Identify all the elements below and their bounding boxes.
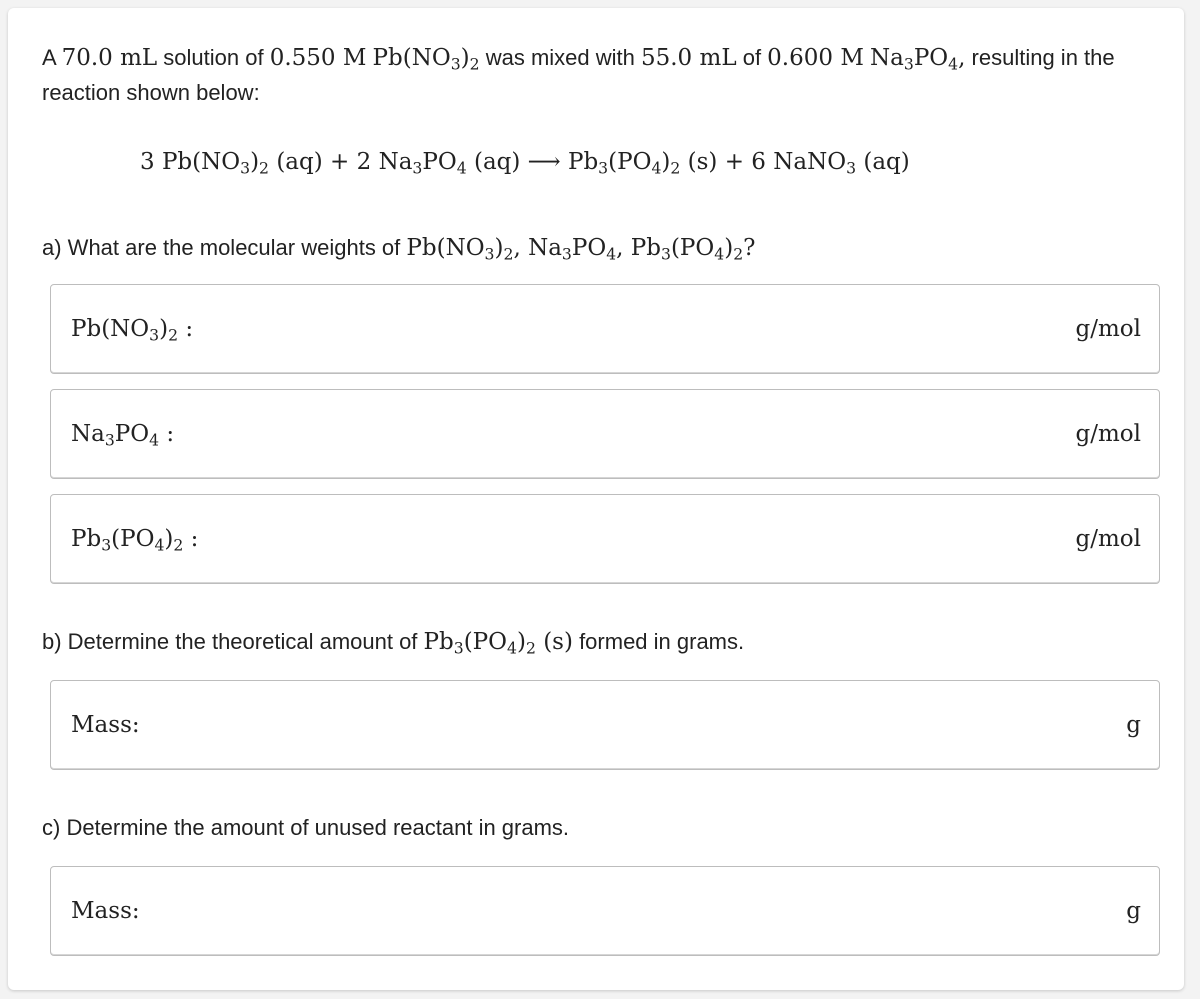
theoretical-mass-field[interactable] — [50, 680, 1160, 770]
intro-line-1: A 70.0 mL solution of 0.550 M $Pb(NO_3)_2$ was mixed with 55.0 mL of 0.600 M $Na_3PO_4$, resulting in the — [42, 45, 1115, 74]
unused-reactant-mass-field[interactable] — [50, 866, 1160, 956]
unit-label: g — [1126, 712, 1141, 738]
theoretical-mass-input[interactable] — [171, 701, 1019, 749]
part-b-question: b) Determine the theoretical amount of $Pb_3(PO_4)_2$ (s) formed in grams. — [42, 629, 745, 658]
question-card — [8, 8, 1184, 990]
pbno32-label: $Pb(NO_3)_2$ : — [71, 316, 194, 345]
unit-label: g — [1126, 898, 1141, 924]
molecular-weight-pbno32-field[interactable] — [50, 284, 1160, 374]
unused-reactant-mass-input[interactable] — [171, 887, 1019, 935]
na3po4-input[interactable] — [271, 410, 1019, 458]
pb3po42-label: $Pb_3(PO_4)_2$ : — [71, 526, 199, 555]
unit-label: g/mol — [1075, 526, 1141, 552]
reaction-equation: 3 $Pb(NO_3)_2$ (aq) + 2 $Na_3PO_4$ (aq) ⟶ $Pb_3(PO_4)_2$ (s) + 6 NaNO$_3$ (aq) — [140, 149, 910, 178]
intro-line-2: reaction shown below: — [42, 80, 260, 105]
mass-label: Mass: — [71, 712, 140, 738]
pbno32-input[interactable] — [271, 305, 1019, 353]
pb3po42-input[interactable] — [271, 515, 1019, 563]
molecular-weight-pb3po42-field[interactable] — [50, 494, 1160, 584]
na3po4-label: $Na_3PO_4$ : — [71, 421, 175, 450]
molecular-weight-na3po4-field[interactable] — [50, 389, 1160, 479]
part-a-question: a) What are the molecular weights of $Pb(NO_3)_2$, $Na_3PO_4$, $Pb_3(PO_4)_2$? — [42, 235, 756, 264]
unit-label: g/mol — [1075, 316, 1141, 342]
mass-label: Mass: — [71, 898, 140, 924]
part-c-question: c) Determine the amount of unused reactant in grams. — [42, 815, 570, 840]
unit-label: g/mol — [1075, 421, 1141, 447]
